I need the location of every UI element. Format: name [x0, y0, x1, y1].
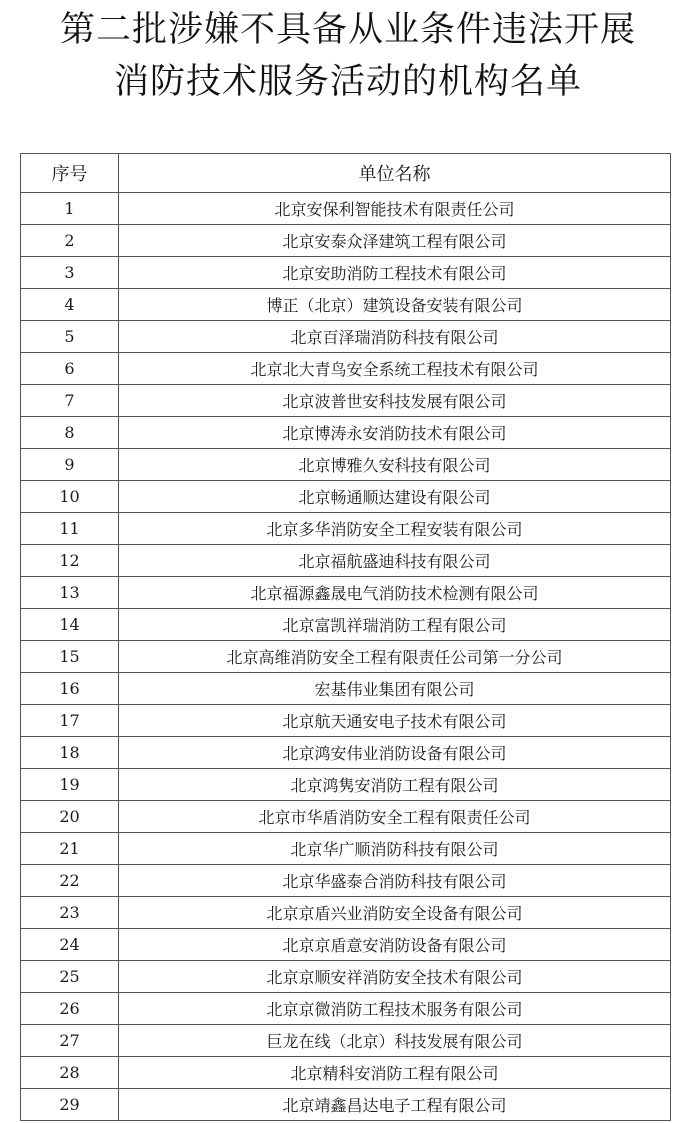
table-row	[21, 193, 671, 225]
table-row	[21, 225, 671, 257]
row-number: 9	[21, 449, 119, 481]
institution-name: 北京京盾兴业消防安全设备有限公司	[119, 897, 671, 929]
row-number: 21	[21, 833, 119, 865]
institution-name: 北京京盾意安消防设备有限公司	[119, 929, 671, 961]
table-row	[21, 353, 671, 385]
institution-list-table	[20, 153, 671, 1121]
table-row	[21, 929, 671, 961]
row-number: 23	[21, 897, 119, 929]
row-number: 3	[21, 257, 119, 289]
row-number: 20	[21, 801, 119, 833]
row-number: 22	[21, 865, 119, 897]
row-number: 2	[21, 225, 119, 257]
row-number: 25	[21, 961, 119, 993]
table-row	[21, 769, 671, 801]
institution-name: 北京安泰众泽建筑工程有限公司	[119, 225, 671, 257]
document-title	[0, 4, 696, 108]
table-row	[21, 865, 671, 897]
institution-name: 北京博涛永安消防技术有限公司	[119, 417, 671, 449]
table-row	[21, 1057, 671, 1089]
row-number: 5	[21, 321, 119, 353]
table-header-row	[21, 154, 671, 193]
institution-name: 北京精科安消防工程有限公司	[119, 1057, 671, 1089]
institution-name: 北京鸿隽安消防工程有限公司	[119, 769, 671, 801]
table-row	[21, 833, 671, 865]
table-row	[21, 801, 671, 833]
header-name: 单位名称	[119, 154, 671, 193]
institution-name: 北京安保利智能技术有限责任公司	[119, 193, 671, 225]
institution-name: 北京福源鑫晟电气消防技术检测有限公司	[119, 577, 671, 609]
row-number: 27	[21, 1025, 119, 1057]
row-number: 28	[21, 1057, 119, 1089]
table-row	[21, 1025, 671, 1057]
table-row	[21, 641, 671, 673]
institution-name: 北京市华盾消防安全工程有限责任公司	[119, 801, 671, 833]
title-line-2: 消防技术服务活动的机构名单	[113, 62, 582, 102]
table-row	[21, 705, 671, 737]
table-row	[21, 321, 671, 353]
row-number: 14	[21, 609, 119, 641]
row-number: 18	[21, 737, 119, 769]
table-row	[21, 609, 671, 641]
institution-name: 北京华广顺消防科技有限公司	[119, 833, 671, 865]
row-number: 6	[21, 353, 119, 385]
table-row	[21, 289, 671, 321]
row-number: 26	[21, 993, 119, 1025]
table-row	[21, 577, 671, 609]
institution-name: 北京百泽瑞消防科技有限公司	[119, 321, 671, 353]
row-number: 7	[21, 385, 119, 417]
table-row	[21, 545, 671, 577]
row-number: 16	[21, 673, 119, 705]
table-row	[21, 1089, 671, 1121]
header-number: 序号	[21, 154, 119, 193]
row-number: 4	[21, 289, 119, 321]
institution-name: 北京鸿安伟业消防设备有限公司	[119, 737, 671, 769]
table-row	[21, 417, 671, 449]
institution-name: 北京博雅久安科技有限公司	[119, 449, 671, 481]
row-number: 19	[21, 769, 119, 801]
institution-name: 北京航天通安电子技术有限公司	[119, 705, 671, 737]
row-number: 10	[21, 481, 119, 513]
table-row	[21, 513, 671, 545]
row-number: 24	[21, 929, 119, 961]
table-row	[21, 897, 671, 929]
row-number: 29	[21, 1089, 119, 1121]
institution-name: 北京福航盛迪科技有限公司	[119, 545, 671, 577]
institution-name: 宏基伟业集团有限公司	[119, 673, 671, 705]
institution-name: 北京靖鑫昌达电子工程有限公司	[119, 1089, 671, 1121]
table-row	[21, 673, 671, 705]
institution-name: 北京北大青鸟安全系统工程技术有限公司	[119, 353, 671, 385]
table-row	[21, 257, 671, 289]
institution-name: 北京京微消防工程技术服务有限公司	[119, 993, 671, 1025]
row-number: 11	[21, 513, 119, 545]
institution-name: 北京华盛泰合消防科技有限公司	[119, 865, 671, 897]
row-number: 8	[21, 417, 119, 449]
row-number: 17	[21, 705, 119, 737]
table-body	[21, 193, 671, 1121]
institution-name: 北京安助消防工程技术有限公司	[119, 257, 671, 289]
row-number: 1	[21, 193, 119, 225]
institution-name: 北京富凯祥瑞消防工程有限公司	[119, 609, 671, 641]
institution-name: 博正（北京）建筑设备安装有限公司	[119, 289, 671, 321]
row-number: 15	[21, 641, 119, 673]
institution-name: 北京多华消防安全工程安装有限公司	[119, 513, 671, 545]
institution-name: 巨龙在线（北京）科技发展有限公司	[119, 1025, 671, 1057]
institution-name: 北京高维消防安全工程有限责任公司第一分公司	[119, 641, 671, 673]
table-row	[21, 961, 671, 993]
row-number: 12	[21, 545, 119, 577]
institution-name: 北京波普世安科技发展有限公司	[119, 385, 671, 417]
table-row	[21, 481, 671, 513]
row-number: 13	[21, 577, 119, 609]
title-line-1: 第二批涉嫌不具备从业条件违法开展	[59, 10, 636, 50]
table-row	[21, 993, 671, 1025]
institution-name: 北京京顺安祥消防安全技术有限公司	[119, 961, 671, 993]
table-row	[21, 385, 671, 417]
institution-name: 北京畅通顺达建设有限公司	[119, 481, 671, 513]
table-row	[21, 449, 671, 481]
table-row	[21, 737, 671, 769]
